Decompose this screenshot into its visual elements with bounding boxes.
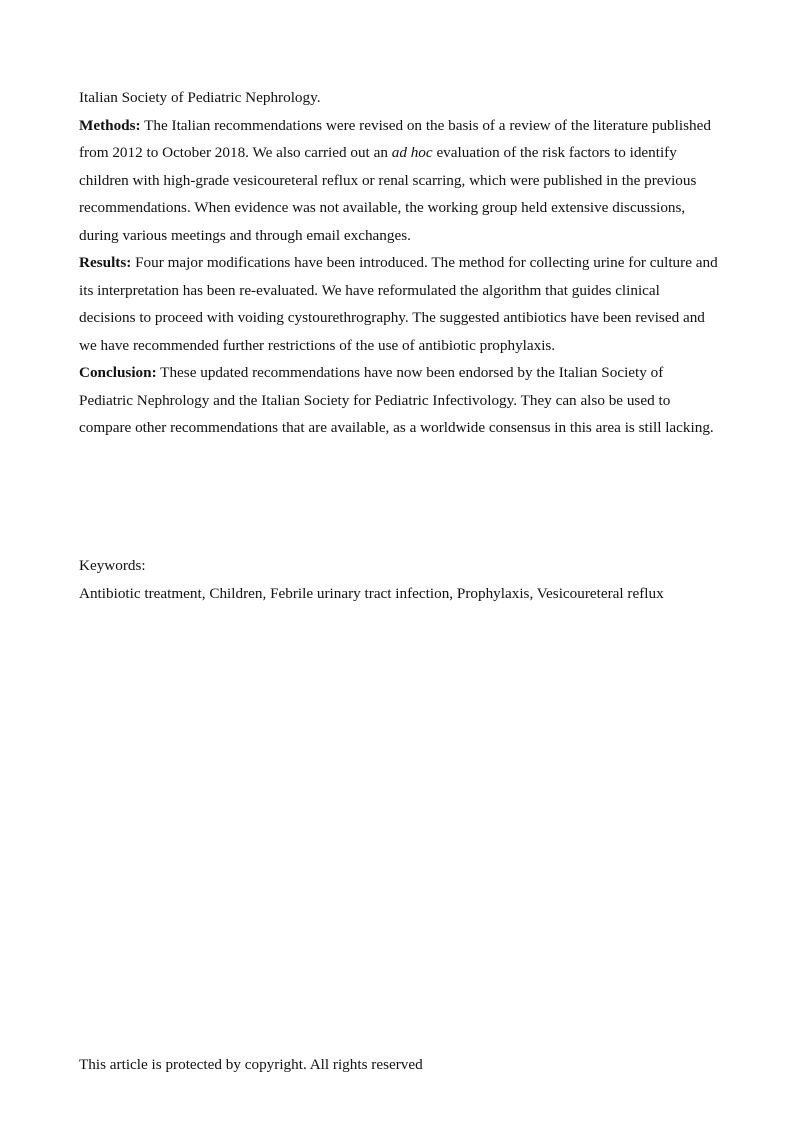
results-label: Results: [79,254,132,271]
results-text: Four major modifications have been introduced. The method for collecting urine for culture and its interpretation has been re-evaluated. We have reformulated the algorithm that guides clinical decisions to proceed with voiding cystourethrography. The suggested antibiotics have been revised and we have recommended further restrictions of the use of antibiotic prophylaxis. [79,254,718,354]
methods-emphasis: ad hoc [391,144,433,161]
conclusion-label: Conclusion: [79,364,157,381]
methods-text-part1: The Italian recommendations were revised on the basis of a review of the literature published from 2012 to October 2018. We also carried out an [79,116,711,161]
copyright-footer: This article is protected by copyright. All rights reserved [79,1056,423,1073]
conclusion-text: These updated recommendations have now been endorsed by the Italian Society of Pediatric Nephrology and the Italian Society for Pediatric Infectivology. They can also be used to compare other recommendations that are available, as a worldwide consensus in this area is still lacking. [79,364,714,436]
keywords-heading: Keywords: [79,557,146,574]
abstract-body [79,84,719,442]
keywords-section [79,552,739,608]
abstract-intro-tail: Italian Society of Pediatric Nephrology. [79,89,321,106]
conclusion-paragraph [79,359,719,442]
methods-label: Methods: [79,116,141,134]
methods-paragraph [79,112,719,250]
results-paragraph [79,249,719,359]
keywords-list: Antibiotic treatment, Children, Febrile urinary tract infection, Prophylaxis, Vesicoureteral reflux [79,585,664,602]
methods-text-part2: evaluation of the risk factors to identify children with high-grade vesicoureteral reflux or renal scarring, which were published in the previous recommendations. When evidence was not available, the working group held extensive discussions, during various meetings and through email exchanges. [79,144,697,244]
